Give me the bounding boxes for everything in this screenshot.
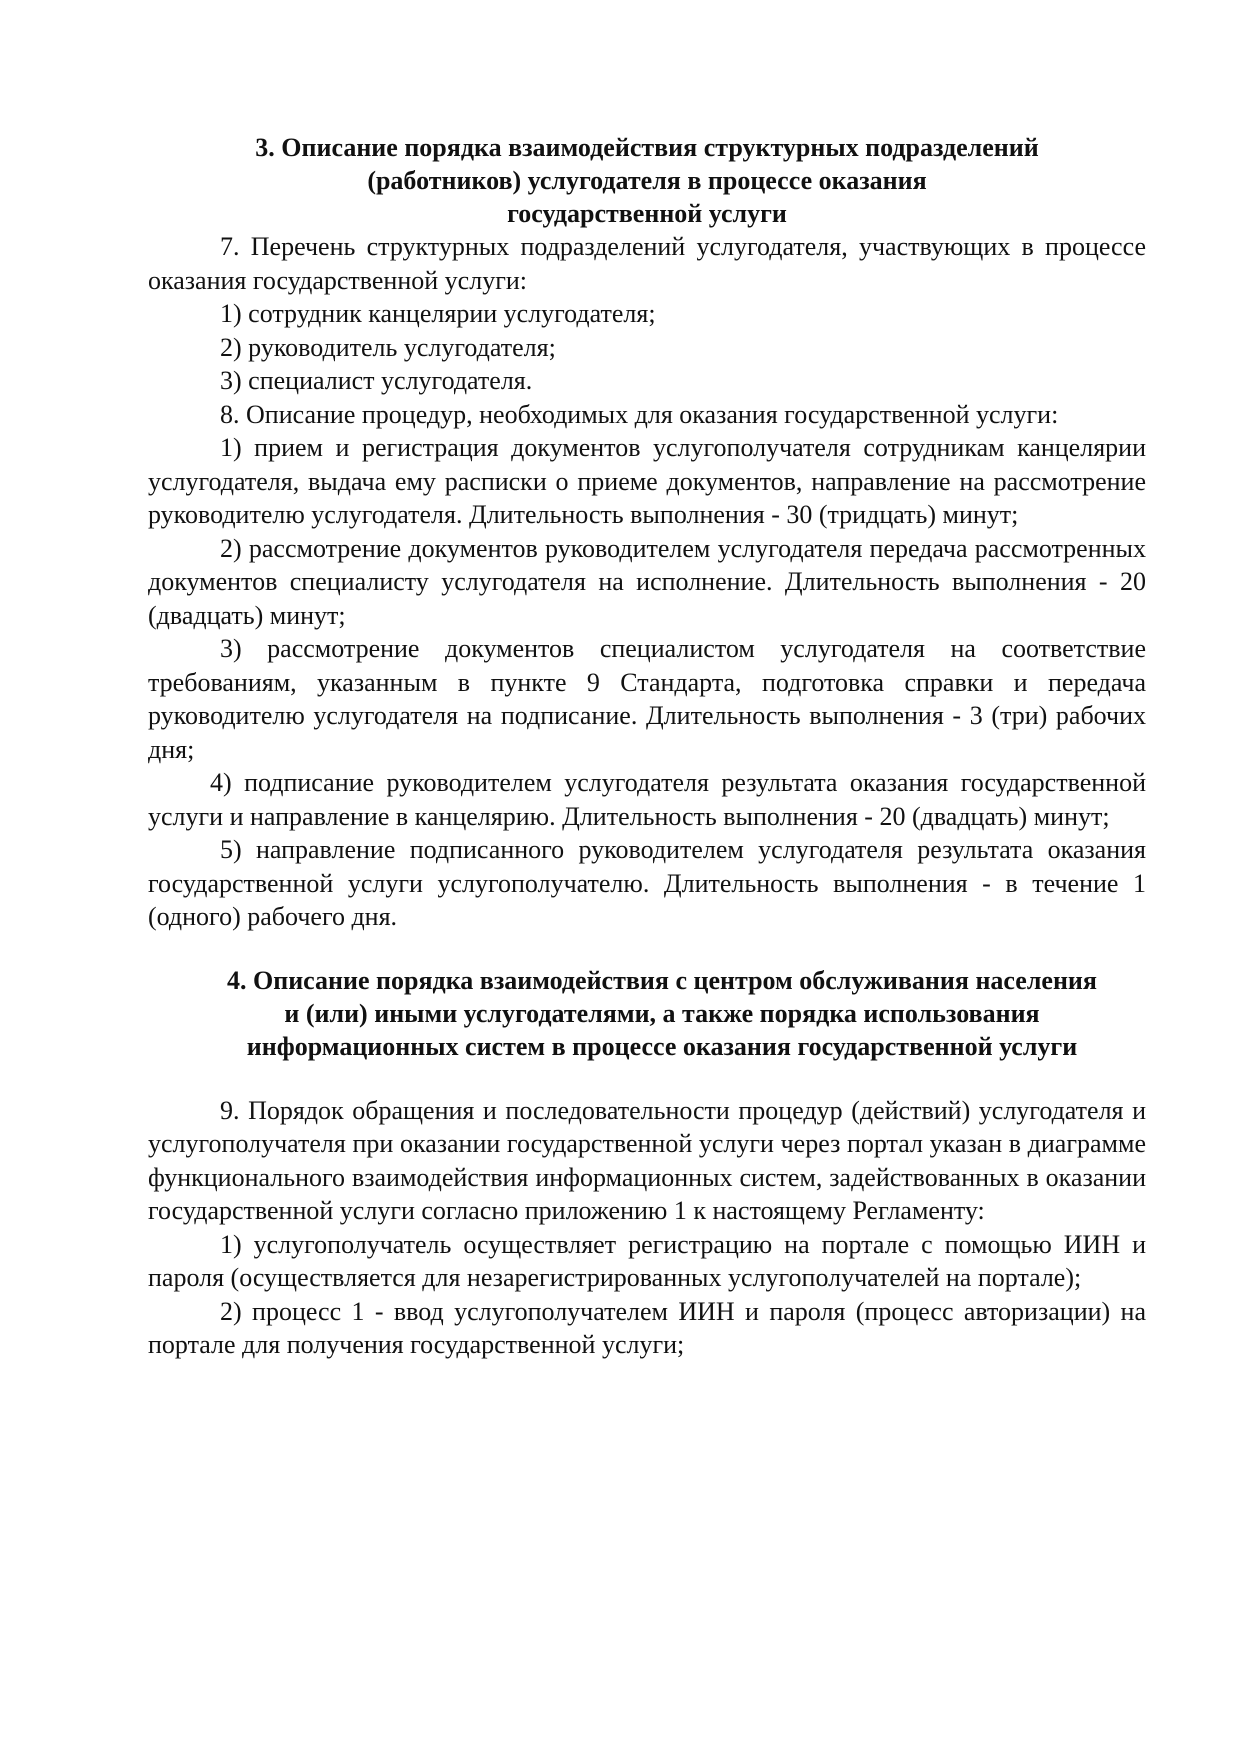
section-4-heading-line: информационных систем в процессе оказания государственной услуги [246, 1031, 1078, 1061]
procedure-item-2: 2) рассмотрение документов руководителем услугодателя передача рассмотренных документов специалисту услугодателя на исполнение. Длительность выполнения - 20 (двадцать) минут; [148, 533, 1146, 630]
list-item-1: 1) сотрудник канцелярии услугодателя; [220, 299, 656, 328]
section-4-heading-line: 4. Описание порядка взаимодействия с центром обслуживания населения [227, 965, 1097, 995]
procedure-item-1: 1) прием и регистрация документов услугополучателя сотрудникам канцелярии услугодателя, выдача ему расписки о приеме документов, направление на рассмотрение руководителю услугодателя. Длительность выполнения - 30 (тридцать) минут; [148, 433, 1146, 529]
portal-step-2: 2) процесс 1 - ввод услугополучателем ИИН и пароля (процесс авторизации) на портале для получения государственной услуги; [148, 1296, 1146, 1359]
procedure-item-3: 3) рассмотрение документов специалистом услугодателя на соответствие требованиям, указанным в пункте 9 Стандарта, подготовка справки и передача руководителю услугодателя на подписание. Длительность выполнения - 3 (три) рабочих дня; [148, 634, 1146, 764]
paragraph-9: 9. Порядок обращения и последовательности процедур (действий) услугодателя и услугополучателя при оказании государственной услуги через портал указан в диаграмме функционального взаимодействия информационных систем, задействованных в оказании государственной услуги согласно приложению 1 к настоящему Регламенту: [148, 1095, 1146, 1225]
procedure-item-5: 5) направление подписанного руководителем услугодателя результата оказания государственной услуги услугополучателю. Длительность выполнения - в течение 1 (одного) рабочего дня. [148, 835, 1146, 931]
section-spacer [148, 1063, 1146, 1094]
section-spacer [148, 934, 1146, 964]
section-3-heading-line: (работников) услугодателя в процессе оказания [367, 166, 927, 195]
portal-step-1: 1) услугополучатель осуществляет регистрацию на портале с помощью ИИН и пароля (осуществляется для незарегистрированных услугополучателей на портале); [148, 1229, 1146, 1292]
section-3-heading-line: 3. Описание порядка взаимодействия структурных подразделений [255, 133, 1039, 162]
section-4-heading-line: и (или) иными услугодателями, а также порядка использования [284, 998, 1040, 1028]
section-3-heading [148, 131, 1146, 230]
paragraph-7: 7. Перечень структурных подразделений услугодателя, участвующих в процессе оказания государственной услуги: [148, 232, 1146, 295]
section-4-heading [160, 964, 1164, 1063]
list-item-3: 3) специалист услугодателя. [220, 366, 533, 395]
document-body [148, 131, 1146, 1362]
section-3-heading-line: государственной услуги [507, 199, 787, 228]
list-item-2: 2) руководитель услугодателя; [220, 332, 556, 362]
paragraph-8: 8. Описание процедур, необходимых для оказания государственной услуги: [220, 399, 1059, 429]
procedure-item-4: 4) подписание руководителем услугодателя результата оказания государственной услуги и направление в канцелярию. Длительность выполнения - 20 (двадцать) минут; [148, 768, 1146, 831]
